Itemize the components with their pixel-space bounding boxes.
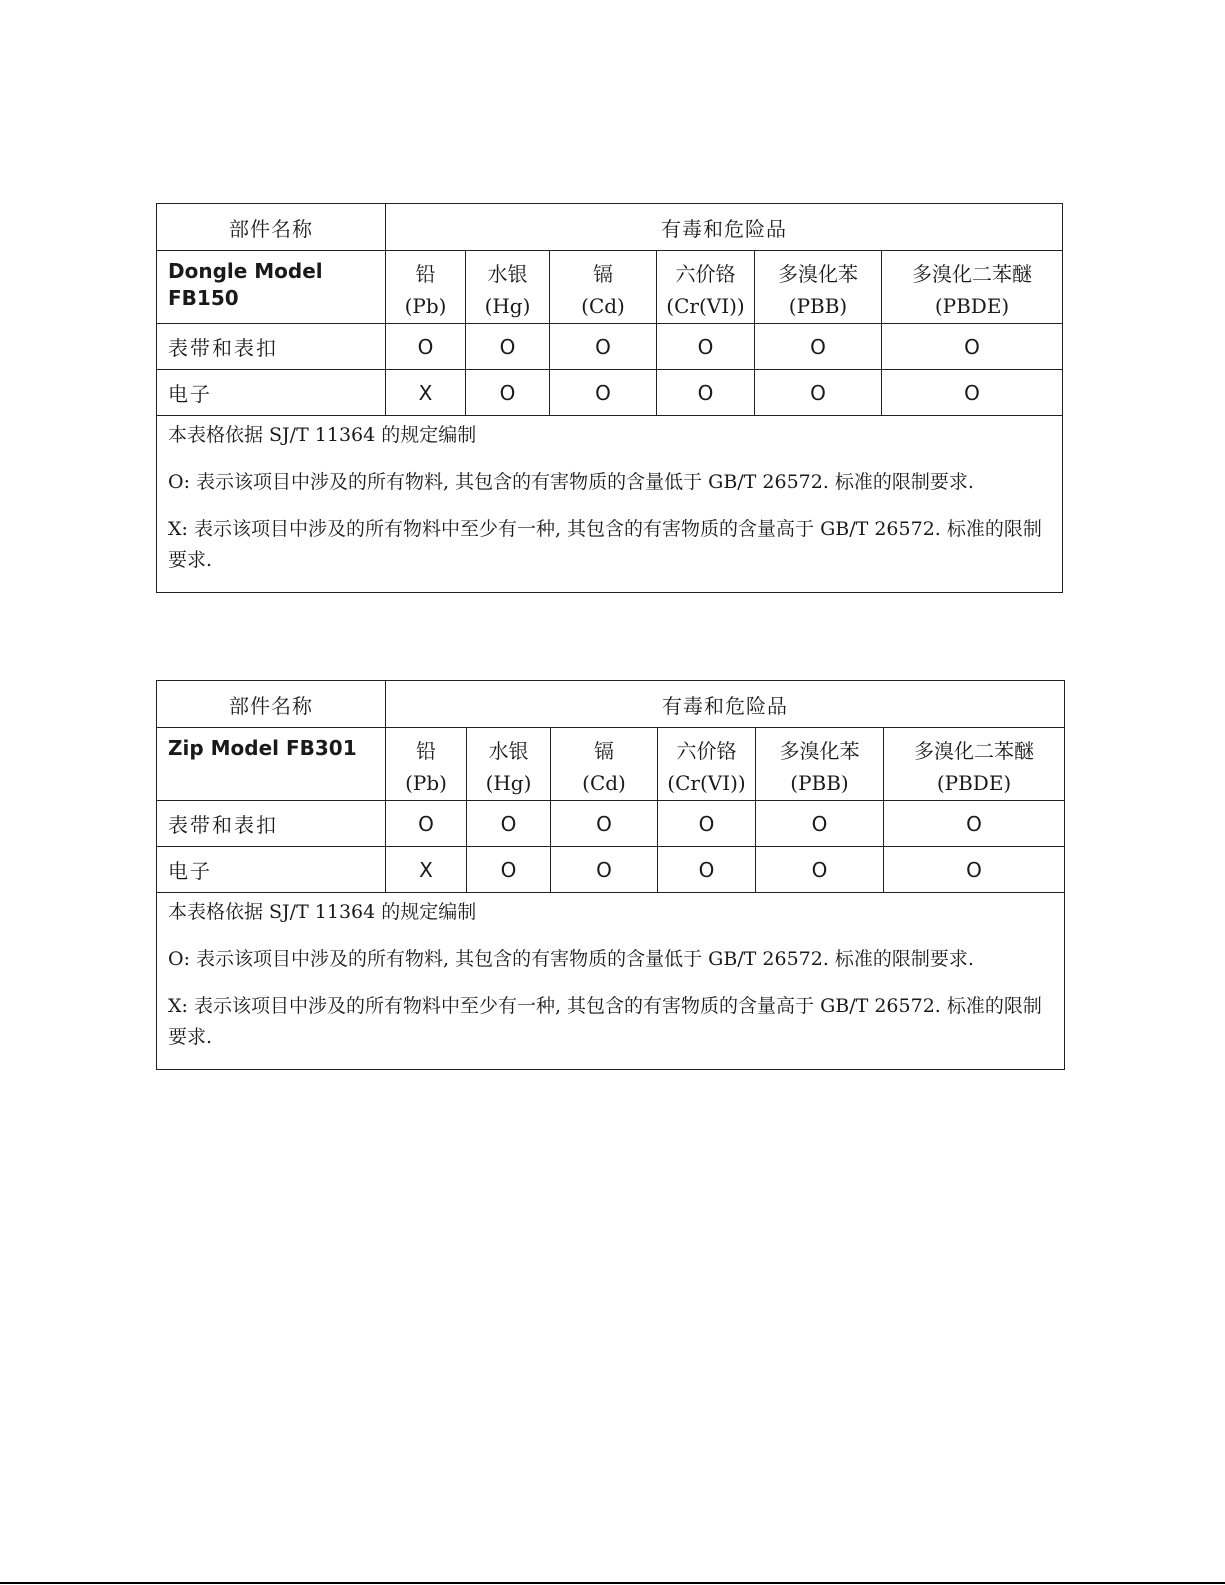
model-name: Dongle Model FB150 <box>157 251 386 324</box>
hazardous-substances-header: 有毒和危险品 <box>386 681 1065 728</box>
mark-cell: O <box>882 324 1063 370</box>
substance-pbb <box>755 251 882 324</box>
mark-cell: O <box>467 847 551 893</box>
page-bottom-border <box>0 1582 1225 1584</box>
substance-symbol: (Hg) <box>484 294 531 318</box>
substance-symbol: (PBB) <box>790 771 849 795</box>
o-legend-note: O: 表示该项目中涉及的所有物料, 其包含的有害物质的含量低于 GB/T 26572. 标准的限制要求. <box>168 948 974 970</box>
mark-cell: O <box>467 801 551 847</box>
table-row <box>157 370 1063 416</box>
substance-name: 六价铬 <box>676 739 737 763</box>
substance-pbde <box>884 728 1065 801</box>
substance-header-row <box>157 251 1063 324</box>
substance-pbb <box>756 728 884 801</box>
substance-name: 多溴化苯 <box>778 262 858 286</box>
part-name-header: 部件名称 <box>157 681 386 728</box>
substance-cadmium <box>550 251 657 324</box>
substance-name: 六价铬 <box>675 262 736 286</box>
notes-cell <box>157 416 1063 593</box>
substance-symbol: (Cd) <box>581 294 625 318</box>
substance-symbol: (Hg) <box>485 771 532 795</box>
table-header-row <box>157 681 1065 728</box>
substance-mercury <box>466 251 550 324</box>
substance-name: 铅 <box>415 262 436 286</box>
substance-name: 水银 <box>488 739 529 763</box>
notes-row <box>157 893 1065 1070</box>
notes-cell <box>157 893 1065 1070</box>
mark-cell: O <box>551 801 658 847</box>
mark-cell: O <box>756 801 884 847</box>
model-name: Zip Model FB301 <box>157 728 386 801</box>
substance-symbol: (Pb) <box>404 294 447 318</box>
part-name: 表带和表扣 <box>157 801 386 847</box>
substance-mercury <box>467 728 551 801</box>
substance-symbol: (Pb) <box>405 771 447 795</box>
table-row <box>157 801 1065 847</box>
hazardous-substances-table-dongle <box>156 203 1063 593</box>
part-name: 电子 <box>157 847 386 893</box>
x-legend-note: X: 表示该项目中涉及的所有物料中至少有一种, 其包含的有害物质的含量高于 GB/T 26572. 标准的限制要求. <box>168 995 1042 1048</box>
substance-chromium-vi <box>658 728 756 801</box>
mark-cell: O <box>550 324 657 370</box>
substance-lead <box>386 728 467 801</box>
substance-name: 镉 <box>593 262 613 286</box>
mark-cell: O <box>882 370 1063 416</box>
mark-cell: O <box>551 847 658 893</box>
mark-cell: O <box>386 324 466 370</box>
mark-cell: X <box>386 370 466 416</box>
substance-symbol: (PBB) <box>788 294 848 318</box>
substance-name: 水银 <box>487 262 528 286</box>
mark-cell: O <box>884 801 1065 847</box>
substance-name: 多溴化二苯醚 <box>914 739 1035 763</box>
substance-symbol: (PBDE) <box>934 294 1010 318</box>
mark-cell: O <box>756 847 884 893</box>
mark-cell: O <box>466 370 550 416</box>
substance-name: 多溴化苯 <box>779 739 860 763</box>
table-row <box>157 847 1065 893</box>
substance-name: 镉 <box>594 739 614 763</box>
substance-lead <box>386 251 466 324</box>
o-legend-note: O: 表示该项目中涉及的所有物料, 其包含的有害物质的含量低于 GB/T 26572. 标准的限制要求. <box>168 471 974 493</box>
substance-symbol: (Cd) <box>582 771 626 795</box>
mark-cell: O <box>466 324 550 370</box>
part-name: 表带和表扣 <box>157 324 386 370</box>
mark-cell: O <box>755 370 882 416</box>
substance-header-row <box>157 728 1065 801</box>
substance-symbol: (Cr(VI)) <box>666 294 745 318</box>
substance-chromium-vi <box>657 251 755 324</box>
hazardous-substances-table-zip <box>156 680 1065 1070</box>
standard-note: 本表格依据 SJ/T 11364 的规定编制 <box>168 424 477 446</box>
substance-name: 铅 <box>416 739 436 763</box>
part-name: 电子 <box>157 370 386 416</box>
mark-cell: O <box>755 324 882 370</box>
mark-cell: O <box>658 801 756 847</box>
substance-name: 多溴化二苯醚 <box>912 262 1033 286</box>
mark-cell: O <box>550 370 657 416</box>
substance-pbde <box>882 251 1063 324</box>
substance-symbol: (PBDE) <box>936 771 1012 795</box>
table-header-row <box>157 204 1063 251</box>
notes-row <box>157 416 1063 593</box>
hazardous-substances-header: 有毒和危险品 <box>386 204 1063 251</box>
x-legend-note: X: 表示该项目中涉及的所有物料中至少有一种, 其包含的有害物质的含量高于 GB/T 26572. 标准的限制要求. <box>168 518 1042 571</box>
substance-cadmium <box>551 728 658 801</box>
standard-note: 本表格依据 SJ/T 11364 的规定编制 <box>168 901 477 923</box>
part-name-header: 部件名称 <box>157 204 386 251</box>
mark-cell: X <box>386 847 467 893</box>
mark-cell: O <box>386 801 467 847</box>
substance-symbol: (Cr(VI)) <box>667 771 746 795</box>
mark-cell: O <box>884 847 1065 893</box>
mark-cell: O <box>657 370 755 416</box>
table-row <box>157 324 1063 370</box>
mark-cell: O <box>657 324 755 370</box>
mark-cell: O <box>658 847 756 893</box>
